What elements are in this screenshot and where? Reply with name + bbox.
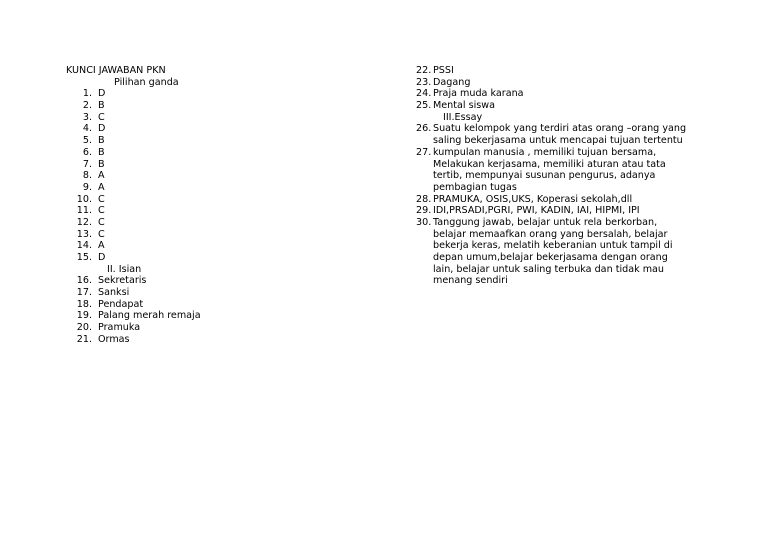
essay-item [416, 205, 716, 217]
list-item [66, 112, 366, 124]
list-item [66, 159, 366, 171]
essay-line: tertib, mempunyai susunan pengurus, adanya [433, 170, 656, 182]
item-number: 30. [416, 216, 432, 228]
list-item [66, 135, 366, 147]
item-number: 22. [416, 65, 432, 76]
essay-line: PRAMUKA, OSIS,UKS, Koperasi sekolah,dll [433, 193, 633, 205]
essay-line: Tanggung jawab, belajar untuk rela berkorban, [433, 216, 658, 228]
essay-line: bekerja keras, melatih keberanian untuk tampil di [433, 240, 673, 252]
item-answer: A [98, 181, 105, 193]
item-answer: Sekretaris [98, 275, 147, 287]
item-answer: Palang merah remaja [98, 310, 201, 322]
item-number: 17. [76, 287, 92, 299]
item-number: 4. [82, 123, 92, 135]
essay-line: kumpulan manusia , memiliki tujuan bersama, [433, 146, 657, 158]
list-item [66, 194, 366, 206]
item-answer: Pendapat [98, 298, 144, 310]
list-item [66, 334, 366, 346]
item-number: 16. [76, 275, 92, 287]
item-answer: A [98, 240, 105, 252]
item-answer: Dagang [433, 76, 471, 88]
essay-item [416, 123, 716, 135]
item-number: 14. [76, 240, 92, 252]
right-column [416, 65, 716, 287]
item-number: 28. [416, 193, 432, 205]
essay-line: depan umum,belajar bekerjasama dengan orang [433, 252, 668, 263]
item-number: 9. [82, 181, 92, 193]
section-essay-heading: III.Essay [443, 111, 483, 123]
list-item [66, 310, 366, 322]
list-item [66, 275, 366, 287]
list-item [66, 123, 366, 135]
item-answer: Ormas [98, 333, 130, 345]
essay-line: Melakukan kerjasama, memiliki aturan atau tata [433, 158, 666, 170]
item-number: 8. [82, 170, 92, 182]
item-answer: D [98, 252, 106, 263]
list-item [66, 182, 366, 194]
list-item [66, 240, 366, 252]
item-number: 6. [82, 146, 92, 158]
item-answer: A [98, 170, 105, 182]
item-number: 29. [416, 205, 432, 217]
item-answer: Pramuka [98, 322, 141, 334]
item-number: 15. [76, 252, 92, 263]
list-item [66, 322, 366, 334]
list-item [66, 205, 366, 217]
section-short-answer-heading: II. Isian [107, 263, 142, 275]
list-item [416, 100, 716, 112]
item-answer: Praja muda karana [433, 88, 524, 100]
item-answer: B [98, 135, 105, 147]
item-answer: C [98, 205, 105, 217]
list-item [66, 100, 366, 112]
item-number: 18. [76, 298, 92, 310]
item-number: 11. [76, 205, 92, 217]
list-item [66, 287, 366, 299]
essay-line: lain, belajar untuk saling terbuka dan tidak mau [433, 263, 664, 275]
section-multiple-choice-heading: Pilihan ganda [114, 76, 179, 88]
list-item [66, 170, 366, 182]
essay-line: belajar memaafkan orang yang bersalah, belajar [433, 228, 668, 240]
list-item [66, 229, 366, 241]
item-number: 5. [82, 135, 92, 147]
item-answer: B [98, 146, 105, 158]
item-answer: B [98, 158, 105, 170]
item-number: 13. [76, 228, 92, 240]
item-answer: D [98, 123, 106, 135]
list-item [66, 147, 366, 159]
essay-line: Suatu kelompok yang terdiri atas orang –orang yang [433, 123, 687, 135]
item-number: 24. [416, 88, 432, 100]
list-item [416, 77, 716, 89]
list-item [66, 88, 366, 100]
item-number: 20. [76, 322, 92, 334]
item-answer: C [98, 111, 105, 123]
item-number: 10. [76, 193, 92, 205]
item-answer: C [98, 228, 105, 240]
list-item [66, 252, 366, 264]
essay-line: saling bekerjasama untuk mencapai tujuan tertentu [433, 135, 683, 147]
essay-item [416, 147, 716, 159]
item-number: 21. [76, 333, 92, 345]
list-item [66, 217, 366, 229]
essay-item [416, 217, 716, 229]
essay-line: pembagian tugas [433, 181, 517, 193]
item-number: 25. [416, 100, 432, 112]
essay-line: IDI,PRSADI,PGRI, PWI, KADIN, IAI, HIPMI, IPI [433, 205, 640, 217]
item-number: 27. [416, 146, 432, 158]
item-number: 1. [82, 88, 92, 100]
item-answer: C [98, 193, 105, 205]
item-answer: Mental siswa [433, 100, 496, 112]
item-answer: D [98, 88, 106, 100]
left-column [66, 65, 366, 346]
list-item [416, 88, 716, 100]
item-number: 2. [82, 100, 92, 112]
item-number: 23. [416, 76, 432, 88]
item-number: 12. [76, 216, 92, 228]
list-item [66, 299, 366, 311]
item-number: 26. [416, 123, 432, 135]
item-answer: Sanksi [98, 287, 130, 299]
item-answer: C [98, 216, 105, 228]
essay-item [416, 194, 716, 206]
item-answer: B [98, 100, 105, 112]
list-item [416, 65, 716, 77]
document-title: KUNCI JAWABAN PKN [66, 65, 166, 76]
item-answer: PSSI [433, 65, 454, 76]
item-number: 7. [82, 158, 92, 170]
essay-line: menang sendiri [433, 275, 508, 287]
item-number: 19. [76, 310, 92, 322]
item-number: 3. [82, 111, 92, 123]
